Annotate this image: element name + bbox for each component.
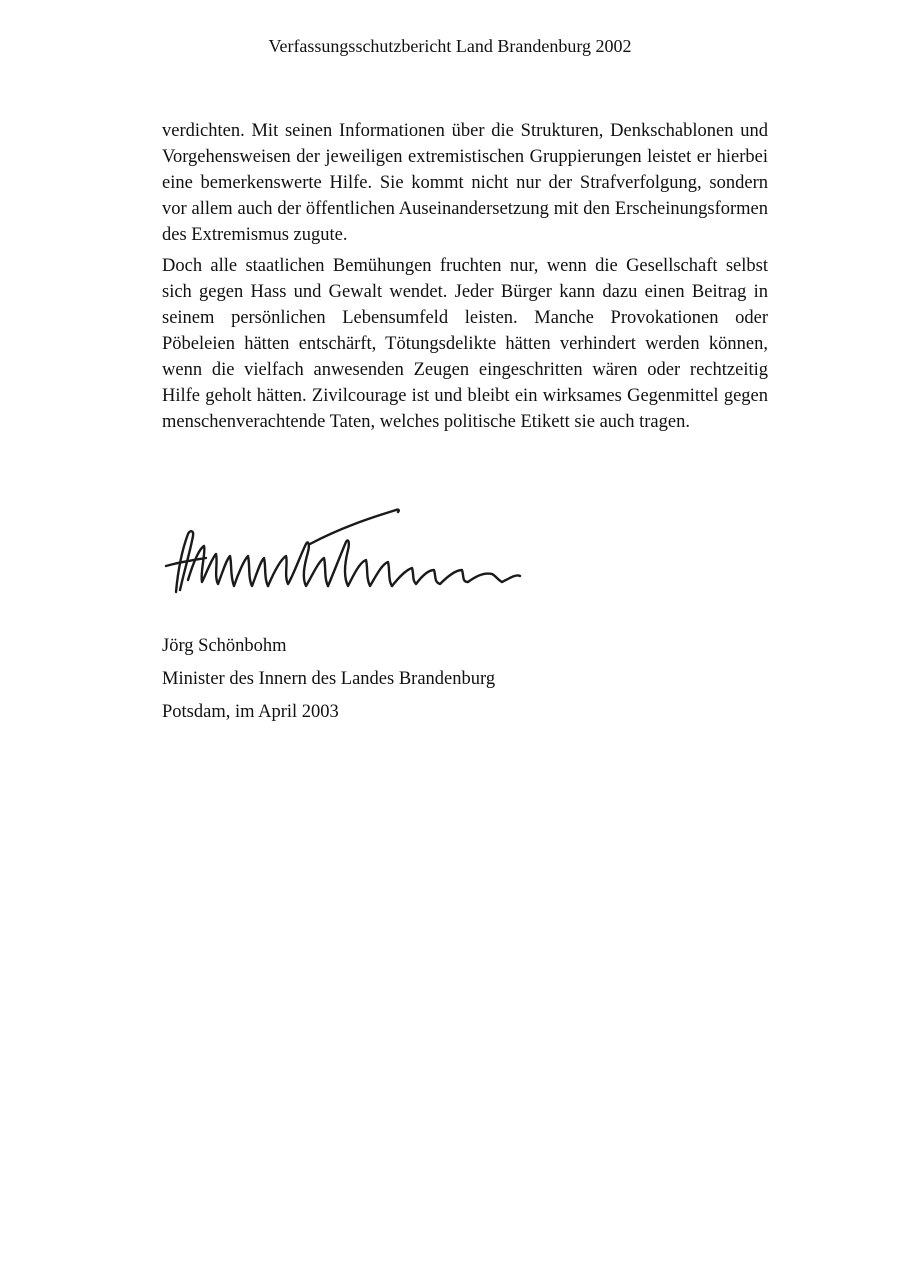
handwritten-signature [160, 500, 530, 600]
signatory-name: Jörg Schönbohm [162, 636, 287, 656]
body-text [162, 118, 768, 440]
paragraph-2: Doch alle staatlichen Bemühungen fruchten nur, wenn die Gesellschaft selbst sich gegen Hass und Gewalt wendet. Jeder Bürger kann dazu einen Beitrag in seinem persönlichen Lebensumfeld leisten. Manche Provokationen oder Pöbeleien hätten entschärft, Tötungsdelikte hätten verhindert werden können, wenn die vielfach anwesenden Zeugen eingeschritten wären oder rechtzeitig Hilfe geholt hätten. Zivilcourage ist und bleibt ein wirksames Gegenmittel gegen menschenverachtende Taten, welches politische Etikett sie auch tragen. [162, 256, 768, 432]
running-header: Verfassungsschutzbericht Land Brandenburg 2002 [268, 36, 632, 56]
place-date: Potsdam, im April 2003 [162, 702, 339, 722]
signatory-position: Minister des Innern des Landes Brandenburg [162, 669, 496, 689]
paragraph-1: verdichten. Mit seinen Informationen über die Strukturen, Denkschablonen und Vorgehensweisen der jeweiligen extremistischen Gruppierungen leistet er hierbei eine bemerkenswerte Hilfe. Sie kommt nicht nur der Strafverfolgung, sondern vor allem auch der öffentlichen Auseinandersetzung mit den Erscheinungsformen des Extremismus zugute. [162, 121, 768, 245]
closing-block [162, 630, 495, 729]
